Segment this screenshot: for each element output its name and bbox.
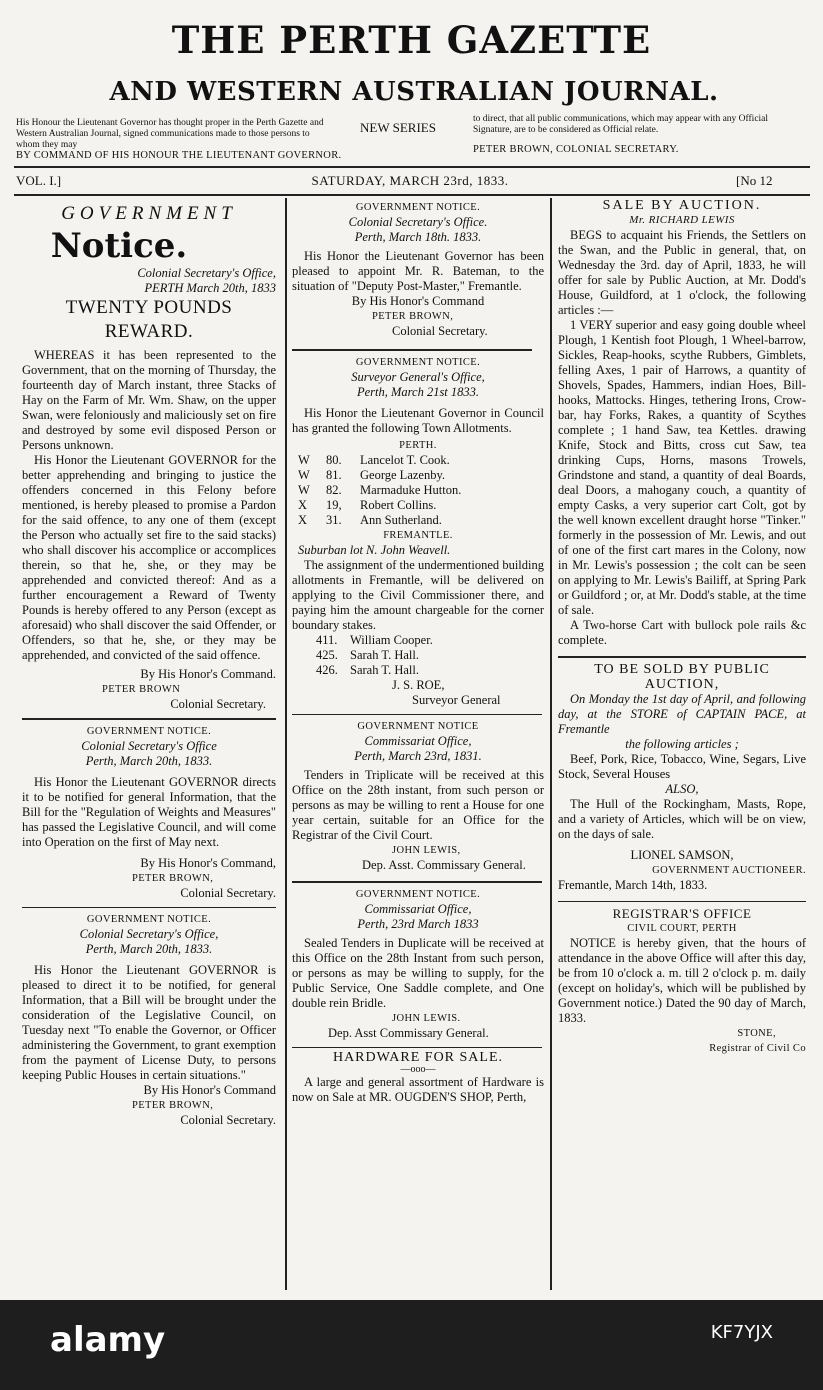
fremantle-subheading: FREMANTLE. [383,529,453,541]
section-rule [558,901,806,903]
list-item [298,483,544,498]
masthead-note-left: His Honour the Lieutenant Governor has thought proper in the Perth Gazette and Western Australian Journal, signed communications made to those persons to whom they may [16,118,324,150]
masthead-note-right-end: relate. [634,125,659,135]
allotment-holder: Lancelot T. Cook. [360,452,450,467]
section-rule [292,349,532,351]
perth-subheading: PERTH. [399,439,437,451]
notice-heading-3: GOVERNMENT NOTICE. [86,914,212,925]
notice-paragraph: The assignment of the undermentioned building allotments in Fremantle, will be delivered on applying to the Civil Commissioner there, and paying him the amount chargeable for the corner boundary stakes. [292,557,544,632]
section-rule [558,656,806,658]
notice-paragraph: BEGS to acquaint his Friends, the Settlers on the Swan, and the Public in general, that, on Wednesday the 3rd. day of April, 1833, he will offer for sale by Public Auction, at Mr. Dodd's House, Guildford, at 1 o'clock, the following articles :— [558,228,806,317]
allotment-holder: Robert Collins. [360,497,437,512]
signature-name: JOHN LEWIS. [392,1012,461,1024]
column-divider [285,198,287,1290]
allotment-holder: Ann Sutherland. [360,512,442,527]
signature-name: J. S. ROE, [392,677,445,692]
notice-heading: Notice. [50,226,188,266]
following-articles: the following articles ; [625,736,739,751]
section-rule [22,718,276,720]
signature-line: By His Honor's Command, [140,855,276,870]
notice-paragraph: His Honor the Lieutenant GOVERNOR directs it to be notified for general Information, that the Bill for the "Regulation of Weights and Measures" has passed the Legislative Council, and will come into Operation on the first of May next. [22,774,276,849]
allotment-holder: George Lazenby. [360,467,446,482]
government-heading: GOVERNMENT [61,203,237,224]
public-auction-heading: TO BE SOLD BY PUBLIC [594,661,770,677]
signature-line: By His Honor's Command. [140,667,276,681]
signature-name: STONE, [737,1028,776,1039]
allotment-number: 31. [326,512,342,527]
lot-holder: Sarah T. Hall. [350,662,419,677]
auctioneer-name: Mr. RICHARD LEWIS [629,214,735,226]
notice-paragraph: His Honor the Lieutenant GOVERNOR is pleased to direct it to be notified, for general Information, that a Bill will be brought under the consideration of the Legislative Council, on Tuesday next "To enable the Governor, or Officer administering the Government, to grant exemption from the payment of License Duty, to persons keeping Public Houses in certain situations." [22,963,276,1082]
notice-office-3: Colonial Secretary's Office, [79,927,219,941]
signature-title: Colonial Secretary. [180,885,276,900]
notice-heading: GOVERNMENT NOTICE. [355,356,481,368]
public-auction-heading-2: AUCTION, [644,676,720,692]
notice-date: PERTH March 20th, 1833 [144,281,276,295]
notice-paragraph: His Honor the Lieutenant Governor in Council has granted the following Town Allotments. [292,405,544,435]
allotment-number: 80. [326,452,342,467]
list-item [298,468,544,483]
alamy-logo: alamy [50,1320,166,1360]
allotment-number: 82. [326,482,342,497]
signature-name: PETER BROWN, [372,311,454,322]
allotment-letter: X [298,512,308,527]
allotment-letter: W [298,482,310,497]
signature-name: JOHN LEWIS, [392,845,461,856]
notice-office: Commissariat Office, [364,734,472,748]
also-label: ALSO, [665,781,699,796]
notice-heading: GOVERNMENT NOTICE. [355,202,481,213]
notice-paragraph: His Honor the Lieutenant Governor has been pleased to appoint Mr. R. Bateman, to the situation of "Deputy Post-Master," Fremantle. [292,249,544,293]
column-3 [558,198,806,1056]
auction-heading: SALE BY AUCTION. [602,198,762,213]
signature-name: PETER BROWN, [132,872,214,884]
signature-title: Registrar of Civil Co [709,1043,806,1054]
notice-office: Colonial Secretary's Office. [348,215,488,229]
signature-line: By His Honor's Command [143,1083,276,1097]
new-series-label: NEW SERIES [360,120,436,135]
notice-paragraph: The Hull of the Rockingham, Masts, Rope, and a variety of Articles, which will be on view, on the days of sale. [558,796,806,841]
masthead-title: THE PERTH GAZETTE [171,18,652,62]
signature-title: Colonial Secretary. [180,1113,276,1127]
allotment-number: 19, [326,497,342,512]
hardware-heading: HARDWARE FOR SALE. [332,1050,504,1065]
notice-paragraph: Beef, Pork, Rice, Tobacco, Wine, Segars, Live Stock, Several Houses [558,751,806,781]
masthead-note-right-text: to direct, that all public communications, which may appear with any Official Signature, are to be considered as Official [473,114,769,135]
notice-paragraph: On Monday the 1st day of April, and following day, at the STORE of CAPTAIN PACE, at Fremantle [558,691,806,736]
notice-heading: GOVERNMENT NOTICE [357,721,479,732]
list-item [298,498,544,513]
allotment-letter: X [298,497,308,512]
allotment-letter: W [298,452,310,467]
masthead-subtitle: AND WESTERN AUSTRALIAN JOURNAL. [109,77,719,107]
section-rule [292,1047,542,1049]
notice-paragraph: His Honor the Lieutenant GOVERNOR for the better apprehending and bringing to justice the offenders concerned in this Felony before mentioned, is hereby pleased to promise a Pardon for the said offence, to any one of them (except the Person who actually set fire to the said stacks) who shall discover his accomplice or accomplices therein, so that he, she, or they may be apprehended and convicted thereof: And as a further encouragement a Reward of Twenty Pounds is hereby offered to any Person (except as aforesaid) who shall discover the said Offender, or Offenders, so that he, she, or they may be apprehended, and convicted of the said offence. [22,453,276,662]
lot-number: 425. [316,647,338,662]
lot-holder: William Cooper. [350,632,433,647]
reward-heading-2: REWARD. [104,321,194,342]
allotment-letter: W [298,467,310,482]
section-rule [292,881,542,883]
top-rule [14,166,810,168]
allotment-holder: Marmaduke Hutton. [360,482,462,497]
signature-title: Colonial Secretary. [170,697,266,711]
notice-heading: GOVERNMENT NOTICE. [355,888,481,900]
signature-name: PETER BROWN [102,684,181,695]
signature-line: By His Honor's Command [351,294,485,308]
notice-paragraph: A large and general assortment of Hardware is now on Sale at MR. OUGDEN'S SHOP, Perth, [292,1075,544,1104]
lot-holder: Sarah T. Hall. [350,647,419,662]
notice-date: Perth, March 23rd, 1831. [354,749,482,763]
signature-name: PETER BROWN, [132,1100,214,1111]
image-id: KF7YJX [710,1322,773,1343]
notice-paragraph: A Two-horse Cart with bullock pole rails &c complete. [558,618,806,647]
signature-title: Colonial Secretary. [392,324,488,338]
list-item [298,453,544,468]
notice-date: Perth, March 18th. 1833. [354,230,482,244]
signature-name: LIONEL SAMSON, [630,847,734,862]
volume-label: VOL. I.] [16,173,62,188]
list-item [316,648,544,663]
notice-date: Perth, 23rd March 1833 [357,916,479,931]
notice-office-2: Colonial Secretary's Office [81,738,217,753]
masthead-note-right [473,114,773,136]
issue-date: SATURDAY, MARCH 23rd, 1833. [311,173,509,188]
column-divider [550,198,552,1290]
dateline-rule [14,194,810,196]
notice-date: Perth, March 21st 1833. [356,384,480,399]
notice-paragraph: WHEREAS it has been represented to the Government, that on the morning of Thursday, the fourteenth day of March instant, three Stacks of Hay on the Farm of Mr. Wm. Shaw, on the upper Swan, were feloniously and maliciously set on fire and destroyed by some evil disposed Person or Persons unknown. [22,348,276,452]
notice-office: Commissariat Office, [364,901,472,916]
notice-heading-2: GOVERNMENT NOTICE. [86,725,212,737]
list-item [316,663,544,678]
column-1 [22,202,276,1128]
reward-heading-1: TWENTY POUNDS [65,297,233,318]
section-rule [22,907,276,909]
section-rule [292,714,542,716]
list-item [316,633,544,648]
column-2 [292,200,544,1105]
signature-title: GOVERNMENT AUCTIONEER. [652,864,806,876]
signature-title: Surveyor General [412,692,501,707]
notice-paragraph: Sealed Tenders in Duplicate will be received at this Office on the 28th Instant from such person, or persons as may be willing to supply, for the Public Service, One Saddle complete, and One double rein Bridle. [292,935,544,1010]
notice-paragraph: 1 VERY superior and easy going double wheel Plough, 1 Kentish foot Plough, 1 Wheel-barrow, Sickles, Reap-hooks, scythe Rubbers, Gimblets, felling Axes, 1 pair of Harrows, a quantity of Shovels, Spades, Hammers, indian Hoes, Bill-hooks, Mattocks. Hinges, tethering Irons, Crow-bar, hay Forks, Rakes, a quantity of Scythes complete ; 1 hand Saw, tea Kettles. drawing Knife, Stock and Bitts, cross cut Saw, tea drinking Cups, Horns, masons Trowels, Grindstone and stand, a quantity of deal Boards, deal Doors, a mahogany couch, a quantity of empty Casks, a very superior cart Colt, got by the well known excellent draught horse "Tinker." formerly in the possession of Mr. Lewis, and out of one of the first cart mares in the Colony, now in Mr. Lewis's possession ; the colt can be seen on applying to Mr. Lewis's Bailiff, at Spring Park or Guildford ; or, at Mr. Dodd's stable, at the time of sale. [558,318,806,617]
by-command-line: BY COMMAND OF HIS HONOUR THE LIEUTENANT GOVERNOR. [16,150,342,161]
notice-date-3: Perth, March 20th, 1833. [85,942,213,956]
signature-date: Fremantle, March 14th, 1833. [558,877,708,892]
notice-office: Surveyor General's Office, [351,369,485,384]
registrar-subheading: CIVIL COURT, PERTH [627,923,737,934]
notice-paragraph: Tenders in Triplicate will be received at this Office on the 28th instant, from such person or persons as may be willing to rent a House for one year certain, suitable for an Office for the Registrar of the Civil Court. [292,768,544,842]
allotment-number: 81. [326,467,342,482]
secretary-line: PETER BROWN, COLONIAL SECRETARY. [473,144,679,155]
allotment-list [292,453,544,528]
lot-number: 411. [316,632,338,647]
suburban-lot: Suburban lot N. John Weavell. [298,542,451,557]
list-item [298,513,544,528]
notice-date-2: Perth, March 20th, 1833. [85,753,213,768]
ornament: —ooo— [400,1064,436,1075]
registrar-heading: REGISTRAR'S OFFICE [612,906,752,921]
lot-number: 426. [316,662,338,677]
notice-office: Colonial Secretary's Office, [137,266,276,280]
signature-title: Dep. Asst Commissary General. [328,1025,489,1040]
issue-number: [No 12 [736,173,773,188]
lot-list [292,633,544,678]
notice-paragraph: NOTICE is hereby given, that the hours of attendance in the above Office will after this day, be from 10 o'clock a. m. till 2 o'clock p. m. daily (except on holiday's, which will be published by Government notice.) Dated the 90 day of March, 1833. [558,936,806,1025]
signature-title: Dep. Asst. Commissary General. [362,858,526,872]
